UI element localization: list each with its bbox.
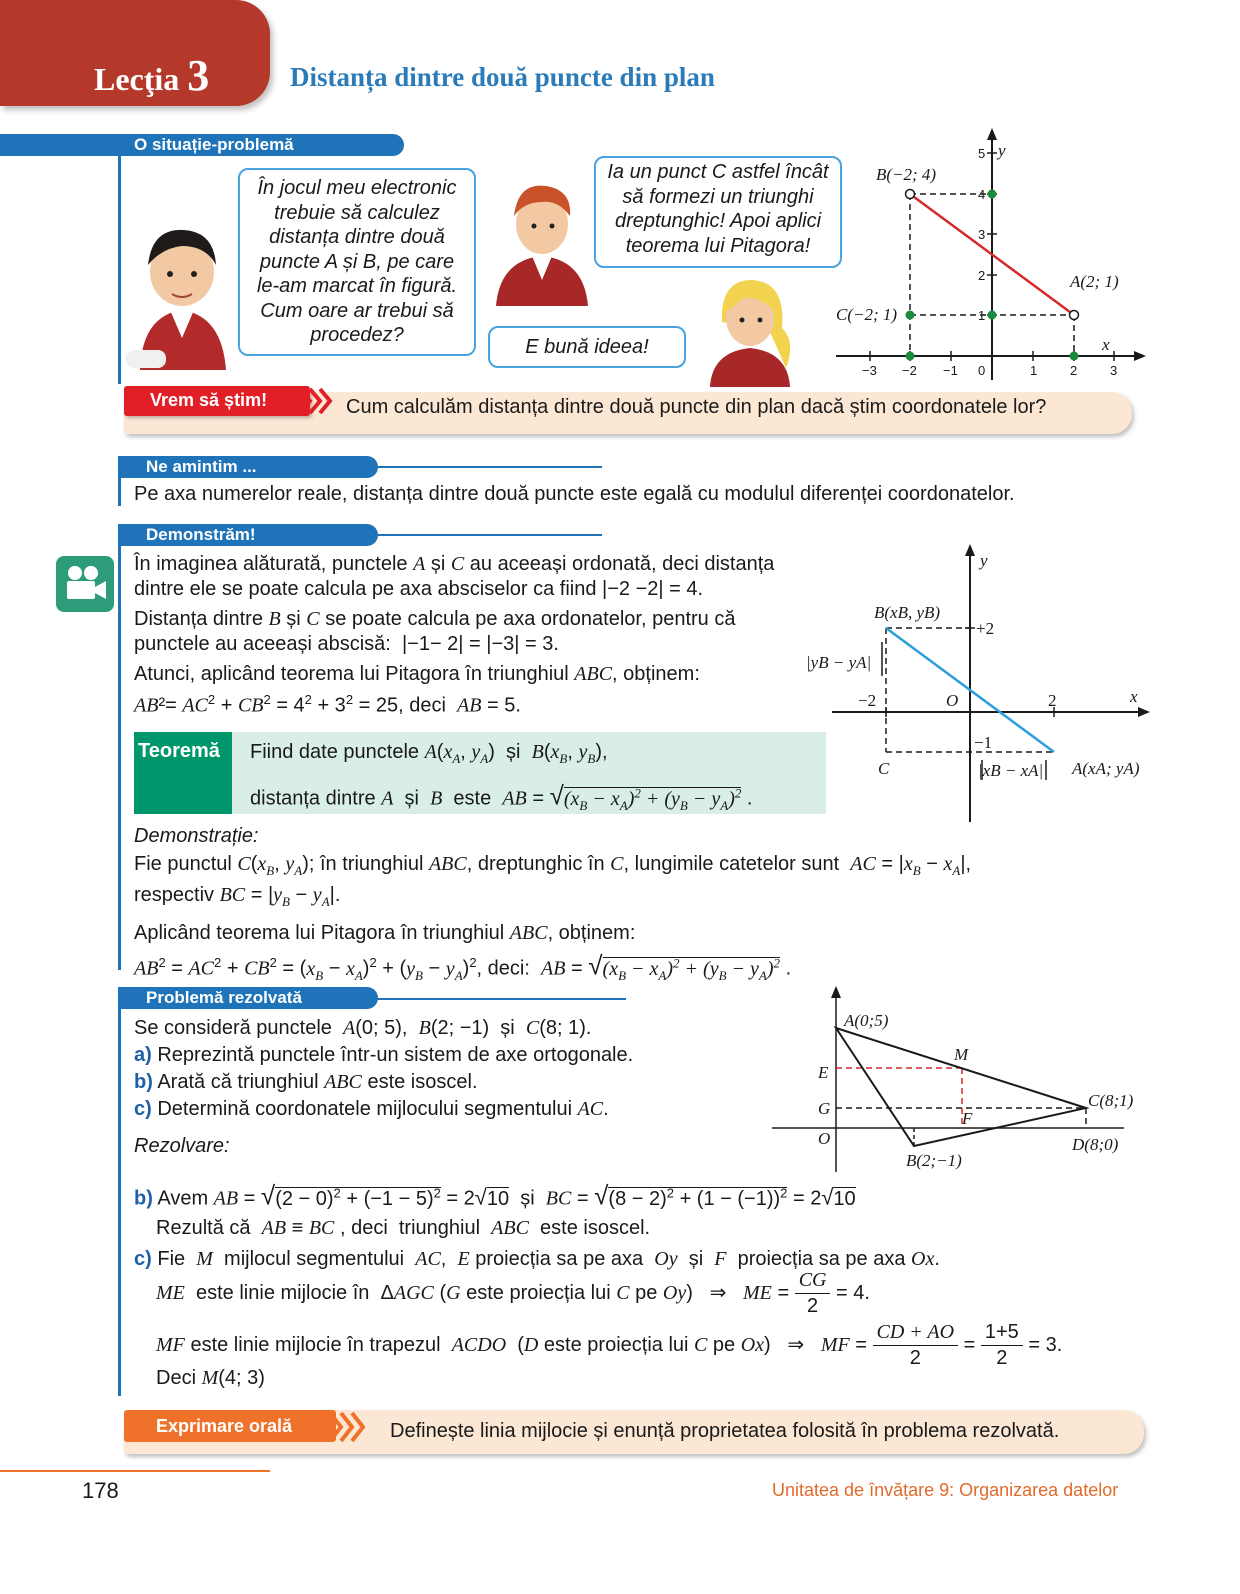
point-a-marker <box>1070 311 1079 320</box>
proof-body: Fie punctul $C(x_B$, $y_A$); în triunghiul ABC, dreptunghic în C, lungimile catetelor sunt AC = $|x_B - x_A|$, respectiv BC = $|y_B - y_A|$. Aplicând teorema lui Pitagora în triunghiul ABC, obținem: $AB^2 = AC^2 + CB^2 = (x_B - x_A)^2 + (y_B - y_A)^2$, deci: AB = $√(x_B - x_A)^2 + (y_B - y_A)^2$ . <box>134 853 972 983</box>
tick-label: 5 <box>978 146 986 161</box>
tick-label: −1 <box>943 363 958 378</box>
tick-label: 4 <box>978 187 986 202</box>
question-tag-label: Vrem să știm! <box>150 390 268 410</box>
proof-intro: În imaginea alăturată, punctele A și C au aceeași ordonată, deci distanța dintre ele se poate calcula pe axa absciselor ca fiind |−2 −2| = 4. Distanța dintre B și C se poate calcula pe axa ordonatelor, pentru că punctele au aceeași abscisă: |−1− 2| = |−3| = 3. Atunci, aplicând teorema lui Pitagora în triunghiul ABC, obținem: $AB^2= AC^2 + CB^2 = 4^2 + 3^2 = 25$, deci AB = 5. <box>134 553 775 717</box>
solution-part-b: b) Avem AB = $√(2 - 0)^2 + (-1 - 5)^2 = 2√10$ și BC = $√(8 - 2)^2 + (1 - (-1))^2 = 2√10$ Rezultă că AB ≡ BC , deci triunghiul ABC este isoscel. c) Fie M mijlocul segmentului AC, E proiecția sa pe axa Oy și F proiecția sa pe axa Ox. <box>134 1180 940 1270</box>
tick-label: −3 <box>862 363 877 378</box>
boy-illustration <box>122 210 242 370</box>
video-camera-icon[interactable] <box>56 556 114 612</box>
oral-expression-label: Exprimare orală <box>156 1416 293 1436</box>
section-label: O situație-problemă <box>134 135 294 154</box>
girl-speech-bubble: E bună ideea! <box>488 326 686 368</box>
remember-text: Pe axa numerelor reale, distanța dintre două puncte este egală cu modulul diferenței coordonatelor. <box>134 483 1015 505</box>
unit-title: Unitatea de învățare 9: Organizarea datelor <box>772 1480 1119 1500</box>
section-rule <box>118 544 121 970</box>
solution-label: Rezolvare: <box>134 1135 230 1157</box>
tick-label: −2 <box>902 363 917 378</box>
point-c-label: C(8;1) <box>1088 1091 1134 1110</box>
axis-label-x: x <box>1130 687 1138 706</box>
point-b-marker <box>906 190 915 199</box>
triangle-abc-graph <box>770 984 1134 1174</box>
footer-line <box>0 1470 270 1472</box>
boy-speech-bubble: În jocul meu electronic trebuie să calculez distanța dintre două puncte A și B, pe care le-am marcat în figură. Cum oare ar trebui să procedez? <box>238 168 476 356</box>
problem-statement: Se consideră punctele A(0; 5), B(2; −1) și C(8; 1). a) Reprezintă punctele într-un sistem de axe ortogonale. b) Arată că triunghiul ABC este isoscel. c) Determină coordonatele mijlocului segmentului AC. <box>134 1017 634 1120</box>
proof-label: Demonstrație: <box>134 825 259 847</box>
tick-label: 2 <box>1048 691 1057 710</box>
section-label: Demonstrăm! <box>146 525 256 544</box>
chevrons-icon <box>296 386 336 416</box>
origin-label: O <box>946 691 959 710</box>
tick-label: 2 <box>1070 363 1078 378</box>
tick-label: 1 <box>978 308 986 323</box>
tick-label: 0 <box>978 363 986 378</box>
point-m-label: M <box>954 1045 969 1064</box>
section-rule <box>118 1008 121 1396</box>
oral-expression-text: Definește linia mijlocie și enunță proprietatea folosită în problema rezolvată. <box>390 1420 1060 1442</box>
section-label: Problemă rezolvată <box>146 988 302 1007</box>
solution-mf: MF este linie mijlocie în trapezul ACDO (D este proiecția lui C pe Ox) ⇒ MF = $\frac{CD + AO}{2}$ = $\frac{1+5}{2}$ = 3. <box>156 1321 1063 1369</box>
theorem-formula: distanța dintre A și B este AB = $√(x_B - x_A)^2 + (y_B - y_A)^2$ . <box>250 780 753 813</box>
point-a-label: A(xA; yA) <box>1072 759 1140 778</box>
point-f-label: F <box>962 1109 973 1128</box>
point-a-label: A(2; 1) <box>1070 272 1119 291</box>
point-b-label: B(xB, yB) <box>874 603 941 622</box>
tick-label: +2 <box>976 619 995 638</box>
axis-label-y: y <box>980 551 988 570</box>
delta-x-label: |xB − xA| <box>978 761 1044 780</box>
point-c-label: C(−2; 1) <box>836 305 898 324</box>
chevrons-icon <box>326 1410 370 1444</box>
question-text: Cum calculăm distanța dintre două puncte din plan dacă știm coordonatele lor? <box>346 396 1047 418</box>
tick-label: 1 <box>1030 363 1038 378</box>
page-title: Distanța dintre două puncte din plan <box>290 62 715 92</box>
axis-label-y: y <box>998 141 1006 160</box>
delta-y-label: |yB − yA| <box>806 653 872 672</box>
redhead-speech-bubble: Ia un punct C astfel încât să formezi un triunghi dreptunghic! Apoi aplici teorema lui Pitagora! <box>594 156 842 268</box>
tick-label: 2 <box>978 268 986 283</box>
coordinate-graph-ab <box>830 122 1150 384</box>
point-a-label: A(0;5) <box>844 1011 889 1030</box>
axis-label-x: x <box>1102 335 1110 354</box>
point-b-label: B(2;−1) <box>906 1151 962 1170</box>
point-b-label: B(−2; 4) <box>876 165 937 184</box>
redhead-boy-illustration <box>486 176 596 306</box>
girl-illustration <box>700 272 800 387</box>
point-e-label: E <box>818 1063 829 1082</box>
solution-conclusion: Deci M(4; 3) <box>156 1367 265 1389</box>
theorem-statement: Fiind date punctele $A(x_A$, $y_A$) și $B(x_B$, $y_B$), <box>250 741 608 766</box>
point-g-label: G <box>818 1099 831 1118</box>
origin-label: O <box>818 1129 831 1148</box>
page-number: 178 <box>82 1478 119 1503</box>
tick-label: −2 <box>858 691 877 710</box>
point-c-label: C <box>878 759 890 778</box>
theorem-label: Teoremă <box>138 740 220 762</box>
section-label: Ne amintim ... <box>146 457 257 476</box>
lesson-label: Lecţia 3 <box>94 51 210 100</box>
tick-label: 3 <box>978 227 986 242</box>
point-d-label: D(8;0) <box>1072 1135 1119 1154</box>
tick-label: −1 <box>974 733 993 752</box>
general-distance-graph <box>806 540 1158 826</box>
section-rule <box>118 156 121 384</box>
solution-me: ME este linie mijlocie în ΔAGC (G este proiecția lui C pe Oy) ⇒ ME = $\frac{CG}{2}$ = 4. <box>156 1269 870 1317</box>
tick-label: 3 <box>1110 363 1118 378</box>
point-c-marker <box>906 311 915 320</box>
section-rule <box>118 476 121 506</box>
